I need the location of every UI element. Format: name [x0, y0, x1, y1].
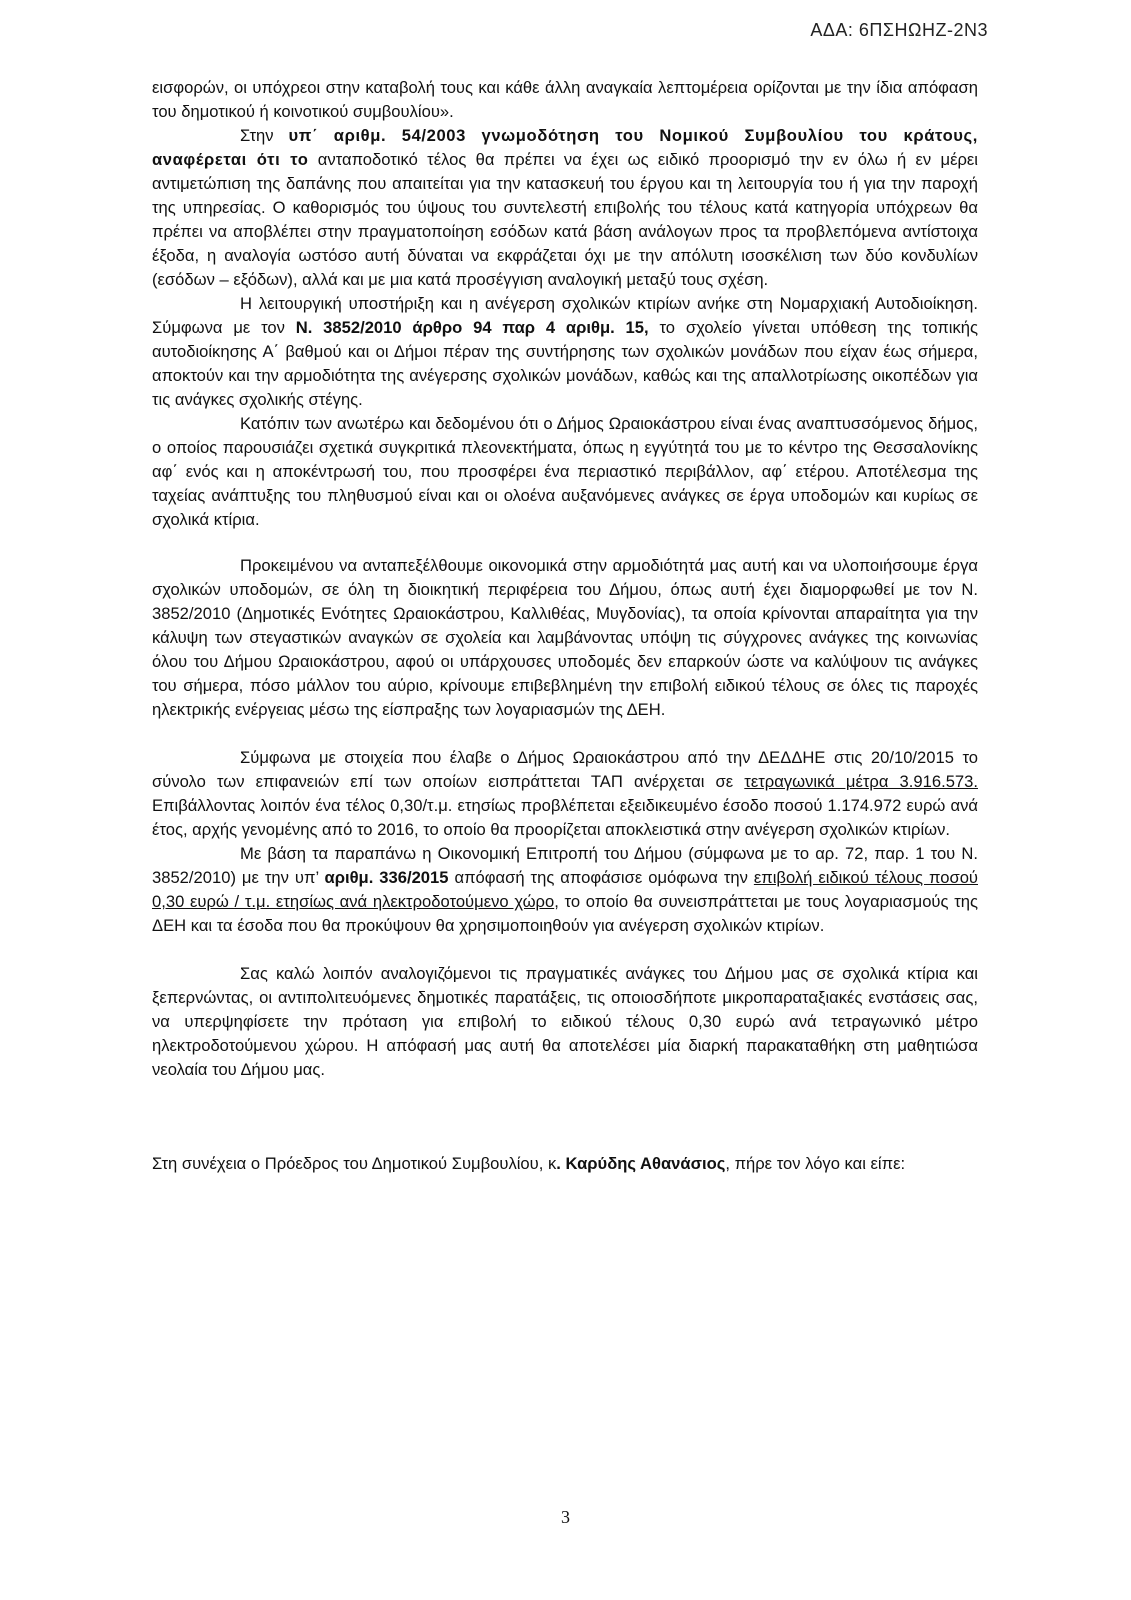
paragraph-7	[152, 842, 978, 938]
ada-code: ΑΔΑ: 6ΠΣΗΩΗΖ-2Ν3	[810, 20, 988, 40]
p2-body: ανταποδοτικό τέλος θα πρέπει να έχει ως ειδικό προορισμό την εν όλω ή εν μέρει αντιμετώπιση της δαπάνης που απαιτείται για την κατασκευή του έργου και τη λειτουργία του ή για την παροχή της υπηρεσίας. Ο καθορισμός του ύψους του συντελεστή επιβολής του τέλους κατά κατηγορία υπόχρεων θα πρέπει να αποβλέπει στην πραγματοποίηση εσόδων κατά βάση ανάλογων προς τα προβλεπόμενα αντίστοιχα έξοδα, η αναλογία ωστόσο αυτή δύναται να εκφράζεται όχι με την απόλυτη ισοσκέλιση των δύο κονδυλίων (εσόδων – εξόδων), αλλά και με μια κατά προσέγγιση αναλογική μεταξύ τους σχέση.	[152, 150, 978, 289]
p9-end: , πήρε τον λόγο και είπε:	[725, 1154, 906, 1173]
p6-intro: Σύμφωνα με στοιχεία που έλαβε ο Δήμος Ωραιοκάστρου από την ΔΕΔΔΗΕ στις 20/10/2015 το σύνολο των επιφανειών επί των οποίων εισπράττεται ΤΑΠ ανέρχεται σε	[152, 748, 978, 791]
paragraph-9	[152, 1152, 978, 1176]
paragraph-4: Κατόπιν των ανωτέρω και δεδομένου ότι ο Δήμος Ωραιοκάστρου είναι ένας αναπτυσσόμενος δήμος, ο οποίος παρουσιάζει σχετικά συγκριτικά πλεονεκτήματα, όπως η εγγύτητά του με το κέντρο της Θεσσαλονίκης αφ΄ ενός και η αποκέντρωσή του, που προσφέρει ένα περιαστικό περιβάλλον, αφ΄ ετέρου. Αποτέλεσμα της ταχείας ανάπτυξης του πληθυσμού είναι και οι ολοένα αυξανόμενες ανάγκες σε έργα υποδομών και κυρίως σε σχολικά κτίρια.	[152, 414, 978, 529]
paragraph-8: Σας καλώ λοιπόν αναλογιζόμενοι τις πραγματικές ανάγκες του Δήμου μας σε σχολικά κτίρια και ξεπερνώντας, οι αντιπολιτευόμενες δημοτικές παρατάξεις, τις οποιοσδήποτε μικροπαραταξιακές ενστάσεις σας, να υπερψηφίσετε την πρόταση για επιβολή το ειδικού τέλους 0,30 ευρώ ανά τετραγωνικό μέτρο ηλεκτροδοτούμενου χώρου. Η απόφασή μας αυτή θα αποτελέσει μία διαρκή παρακαταθήκη στη μαθητιώσα νεολαία του Δήμου μας.	[152, 964, 978, 1079]
paragraph-1: εισφορών, οι υπόχρεοι στην καταβολή τους και κάθε άλλη αναγκαία λεπτομέρεια ορίζονται με την ίδια απόφαση του δημοτικού ή κοινοτικού συμβουλίου».	[152, 78, 978, 121]
paragraph-3	[152, 292, 978, 412]
p7-intro: Με βάση τα παραπάνω η Οικονομική Επιτροπή του Δήμου (σύμφωνα με το αρ. 72, παρ. 1 του Ν. 3852/2010) με την υπ’	[152, 844, 978, 887]
p3-law-reference: Ν. 3852/2010 άρθρο 94 παρ 4 αριθμ. 15,	[295, 318, 649, 337]
p6-area-total: τετραγωνικά μέτρα 3.916.573.	[744, 772, 978, 791]
paragraph-6	[152, 746, 978, 842]
page-number: 3	[561, 1507, 570, 1527]
p6-body: Επιβάλλοντας λοιπόν ένα τέλος 0,30/τ.μ. ετησίως προβλέπεται εξειδικευμένο έσοδο ποσού 1.174.972 ευρώ ανά έτος, αρχής γενομένης από το 2016, το οποίο θα προορίζεται αποκλειστικά στην ανέγερση σχολικών κτιρίων.	[152, 796, 978, 839]
paragraph-2	[152, 124, 978, 292]
p7-body: , το οποίο θα συνεισπράττεται με τους λογαριασμούς της ΔΕΗ και τα έσοδα που θα προκύψουν θα χρησιμοποιηθούν για ανέγερση σχολικών κτιρίων.	[152, 892, 978, 935]
p9-president-name: . Καρύδης Αθανάσιος	[556, 1154, 726, 1173]
document-body	[152, 76, 978, 1176]
p3-intro: Η λειτουργική υποστήριξη και η ανέγερση σχολικών κτιρίων ανήκε στη Νομαρχιακή Αυτοδιοίκηση. Σύμφωνα με τον	[152, 294, 978, 337]
p2-intro: Στην	[240, 126, 289, 145]
p9-intro: Στη συνέχεια ο Πρόεδρος του Δημοτικού Συμβουλίου, κ	[152, 1154, 557, 1173]
paragraph-5: Προκειμένου να ανταπεξέλθουμε οικονομικά στην αρμοδιότητά μας αυτή και να υλοποιήσουμε έργα σχολικών υποδομών, σε όλη τη διοικητική περιφέρεια του Δήμου, όπως αυτή έχει διαμορφωθεί με τον Ν. 3852/2010 (Δημοτικές Ενότητες Ωραιοκάστρου, Καλλιθέας, Μυγδονίας), τα οποία κρίνονται απαραίτητα για την κάλυψη των στεγαστικών αναγκών σε σχολεία και λαμβάνοντας υπόψη τις σύγχρονες ανάγκες της κοινωνίας όλου του Δήμου Ωραιοκάστρου, αφού οι υπάρχουσες υποδομές δεν επαρκούν ώστε να καλύψουν τις ανάγκες του σήμερα, πόσο μάλλον του αύριο, κρίνουμε επιβεβλημένη την επιβολή ειδικού τέλους σε όλες τις παροχές ηλεκτρικής ενέργειας μέσω της είσπραξης των λογαριασμών της ΔΕΗ.	[152, 556, 978, 719]
p2-opinion-reference: υπ΄ αριθμ. 54/2003 γνωμοδότηση του Νομικού Συμβουλίου του κράτους, αναφέρεται ότι το	[152, 126, 978, 169]
p7-decision-number: αριθμ. 336/2015	[324, 868, 449, 887]
p7-fee-decision: επιβολή ειδικού τέλους ποσού 0,30 ευρώ / τ.μ. ετησίως ανά ηλεκτροδοτούμενο χώρο	[152, 868, 978, 911]
p3-body: το σχολείο γίνεται υπόθεση της τοπικής αυτοδιοίκησης Α΄ βαθμού και οι Δήμοι πέραν της συντήρησης των σχολικών μονάδων που είχαν έως σήμερα, αποκτούν και την αρμοδιότητα της ανέγερσης σχολικών μονάδων, καθώς και της απαλλοτρίωσης οικοπέδων για τις ανάγκες σχολικής στέγης.	[152, 318, 978, 409]
p7-mid: απόφασή της αποφάσισε ομόφωνα την	[448, 868, 754, 887]
